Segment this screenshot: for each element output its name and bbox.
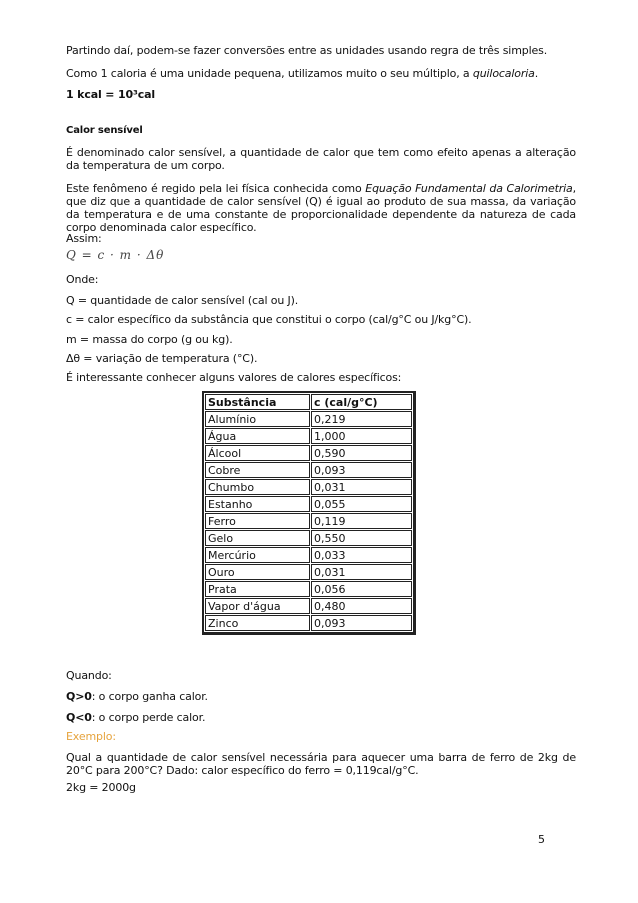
definition-c: c = calor específico da substância que constitui o corpo (cal/g°C ou J/kg°C). bbox=[66, 313, 472, 326]
specific-heat-cell: 0,031 bbox=[311, 479, 412, 495]
specific-heat-cell: 0,219 bbox=[311, 411, 412, 427]
substance-cell: Estanho bbox=[205, 496, 310, 512]
specific-heat-cell: 0,056 bbox=[311, 581, 412, 597]
quando-label: Quando: bbox=[66, 669, 112, 682]
substance-cell: Gelo bbox=[205, 530, 310, 546]
specific-heat-cell: 0,055 bbox=[311, 496, 412, 512]
table-row bbox=[205, 445, 412, 461]
header-calor-especifico: c (cal/g°C) bbox=[311, 394, 412, 410]
regido-text: Este fenômeno é regido pela lei física conhecida como bbox=[66, 182, 366, 195]
table-row bbox=[205, 581, 412, 597]
substance-cell: Mercúrio bbox=[205, 547, 310, 563]
table-row bbox=[205, 496, 412, 512]
substance-cell: Zinco bbox=[205, 615, 310, 631]
q-negative-text: : o corpo perde calor. bbox=[91, 711, 206, 724]
substance-cell: Chumbo bbox=[205, 479, 310, 495]
definition-paragraph: É denominado calor sensível, a quantidade de calor que tem como efeito apenas a alteração da temperatura de um corpo. bbox=[66, 146, 576, 172]
onde-label: Onde: bbox=[66, 273, 99, 286]
specific-heat-cell: 0,033 bbox=[311, 547, 412, 563]
equacao-term: Equação Fundamental da Calorimetria bbox=[365, 182, 573, 195]
table-row bbox=[205, 411, 412, 427]
caloria-suffix: . bbox=[534, 67, 539, 80]
regido-suffix: , que diz que a quantidade de calor sensível (Q) é igual ao produto de sua massa, da variação da temperatura e de uma constante de proporcionalidade dependente da natureza de cada corpo denominada calor específico. bbox=[66, 182, 576, 234]
substance-cell: Prata bbox=[205, 581, 310, 597]
substance-cell: Alumínio bbox=[205, 411, 310, 427]
table-row bbox=[205, 462, 412, 478]
assim-label: Assim: bbox=[66, 232, 102, 245]
specific-heat-cell: 0,093 bbox=[311, 615, 412, 631]
substance-cell: Ouro bbox=[205, 564, 310, 580]
exemplo-label: Exemplo: bbox=[66, 730, 116, 743]
interessante-paragraph: É interessante conhecer alguns valores de calores específicos: bbox=[66, 371, 402, 384]
intro-paragraph: Partindo daí, podem-se fazer conversões entre as unidades usando regra de três simples. bbox=[66, 44, 548, 57]
caloria-text: Como 1 caloria é uma unidade pequena, utilizamos muito o seu múltiplo, a bbox=[66, 67, 473, 80]
table-header-row bbox=[205, 394, 412, 410]
example-question: Qual a quantidade de calor sensível necessária para aquecer uma barra de ferro de 2kg de 20°C para 200°C? Dado: calor específico do ferro = 0,119cal/g°C. bbox=[66, 751, 576, 777]
definition-dtheta: Δθ = variação de temperatura (°C). bbox=[66, 352, 258, 365]
specific-heat-cell: 0,031 bbox=[311, 564, 412, 580]
specific-heat-table bbox=[202, 391, 416, 635]
table-row bbox=[205, 615, 412, 631]
definition-m: m = massa do corpo (g ou kg). bbox=[66, 333, 233, 346]
table-row bbox=[205, 513, 412, 529]
caloria-paragraph bbox=[66, 67, 576, 80]
q-positive-text: : o corpo ganha calor. bbox=[91, 690, 208, 703]
kcal-equation: 1 kcal = 10³cal bbox=[66, 88, 155, 101]
specific-heat-cell: 0,590 bbox=[311, 445, 412, 461]
substance-cell: Água bbox=[205, 428, 310, 444]
table-row bbox=[205, 428, 412, 444]
q-positive-label: Q>0 bbox=[66, 690, 92, 703]
table-row bbox=[205, 564, 412, 580]
definition-q: Q = quantidade de calor sensível (cal ou J). bbox=[66, 294, 299, 307]
mass-conversion: 2kg = 2000g bbox=[66, 781, 136, 794]
table-row bbox=[205, 530, 412, 546]
table-row bbox=[205, 479, 412, 495]
regido-paragraph bbox=[66, 182, 576, 234]
table-row bbox=[205, 598, 412, 614]
substance-cell: Álcool bbox=[205, 445, 310, 461]
specific-heat-cell: 1,000 bbox=[311, 428, 412, 444]
substance-cell: Vapor d'água bbox=[205, 598, 310, 614]
specific-heat-cell: 0,093 bbox=[311, 462, 412, 478]
q-negative-label: Q<0 bbox=[66, 711, 92, 724]
page-number: 5 bbox=[538, 833, 545, 846]
section-heading: Calor sensível bbox=[66, 125, 143, 136]
table-row bbox=[205, 547, 412, 563]
quilocaloria-term: quilocaloria bbox=[472, 67, 535, 80]
substance-cell: Cobre bbox=[205, 462, 310, 478]
header-substancia: Substância bbox=[205, 394, 310, 410]
substance-cell: Ferro bbox=[205, 513, 310, 529]
q-positive-line bbox=[66, 690, 576, 703]
specific-heat-cell: 0,550 bbox=[311, 530, 412, 546]
q-negative-line bbox=[66, 711, 576, 724]
specific-heat-cell: 0,480 bbox=[311, 598, 412, 614]
formula: Q = c · m · Δθ bbox=[66, 248, 165, 262]
specific-heat-cell: 0,119 bbox=[311, 513, 412, 529]
